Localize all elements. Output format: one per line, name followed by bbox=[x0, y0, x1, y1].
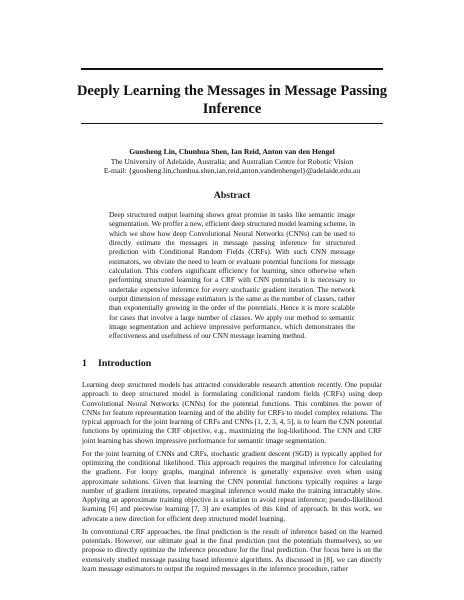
title-top-rule bbox=[81, 68, 383, 70]
intro-paragraph-2: For the joint learning of CNNs and CRFs, stochastic gradient descent (SGD) is typically applied for optimizing the conditional likelihood. This approach requires the marginal inference for calculating the gradient. For loopy graphs, marginal inference is generally expensive even when using approximate solutions. Given that learning the CNN potential functions typically requires a large number of gradient iterations, repeated marginal inference would make the training intractably slow. Applying an approximate training objective is a solution to avoid repeat inference; pseudo-likelihood learning [6] and piecewise learning [7, 3] are examples of this kind of approach. In this work, we advocate a new direction for efficient deep structured model learning. bbox=[82, 448, 382, 523]
abstract-text: Deep structured output learning shows great promise in tasks like semantic image segmentation. We proffer a new, efficient deep structured model learning scheme, in which we show how deep Convolutional Neural Networks (CNNs) can be used to directly estimate the messages in message passing inference for structured prediction with Conditional Random Fields (CRFs). With such CNN message estimators, we obviate the need to learn or evaluate potential functions for message calculation. This confers significant efficiency for learning, since otherwise when performing structured learning for a CRF with CNN potentials it is necessary to undertake expensive inference for every stochastic gradient iteration. The network output dimension of message estimators is the same as the number of classes, rather than exponentially growing in the order of the potentials. Hence it is more scalable for cases that involve a large number of classes. We apply our method to semantic image segmentation and achieve impressive performance, which demonstrates the effectiveness and usefulness of our CNN message learning method. bbox=[109, 210, 355, 341]
intro-paragraph-1: Learning deep structured models has attracted considerable research attention recently. One popular approach to deep structured model is formulating conditional random fields (CRFs) using deep Convolutional Neural Networks (CNNs) for the potential functions. This combines the power of CNNs for feature representation learning and of the ability for CRFs to model complex relations. The typical approach for the joint learning of CRFs and CNNs [1, 2, 3, 4, 5], is to learn the CNN potential functions by optimizing the CRF objective, e.g., maximizing the log-likelihood. The CNN and CRF joint learning has shown impressive performance for semantic image segmentation. bbox=[82, 380, 382, 445]
section-heading bbox=[82, 358, 382, 370]
email-line: E-mail: {guosheng.lin,chunhua.shen,ian.reid,anton.vandenhengel}@adelaide.edu.au bbox=[103, 166, 361, 175]
section-title: Introduction bbox=[98, 358, 152, 369]
abstract-heading: Abstract bbox=[213, 190, 251, 201]
intro-paragraph-3: In conventional CRF approaches, the final prediction is the result of inference based on the learned potentials. However, our ultimate goal is the final prediction (not the potentials themselves), so we propose to directly optimize the inference procedure for the final prediction. Our focus here is on the extensively studied message passing based inference algorithms. As discussed in [8], we can directly learn message estimators to output the required messages in the inference procedure, rather bbox=[82, 526, 382, 573]
title-bottom-rule bbox=[81, 123, 383, 124]
introduction-body bbox=[82, 380, 382, 577]
author-names: Guosheng Lin, Chunhua Shen, Ian Reid, Anton van den Hengel bbox=[129, 147, 335, 156]
author-block bbox=[60, 147, 404, 176]
affiliation: The University of Adelaide, Australia; and Australian Centre for Robotic Vision bbox=[110, 156, 354, 166]
section-number: 1 bbox=[82, 358, 87, 369]
paper-title: Deeply Learning the Messages in Message Passing Inference bbox=[76, 83, 388, 117]
